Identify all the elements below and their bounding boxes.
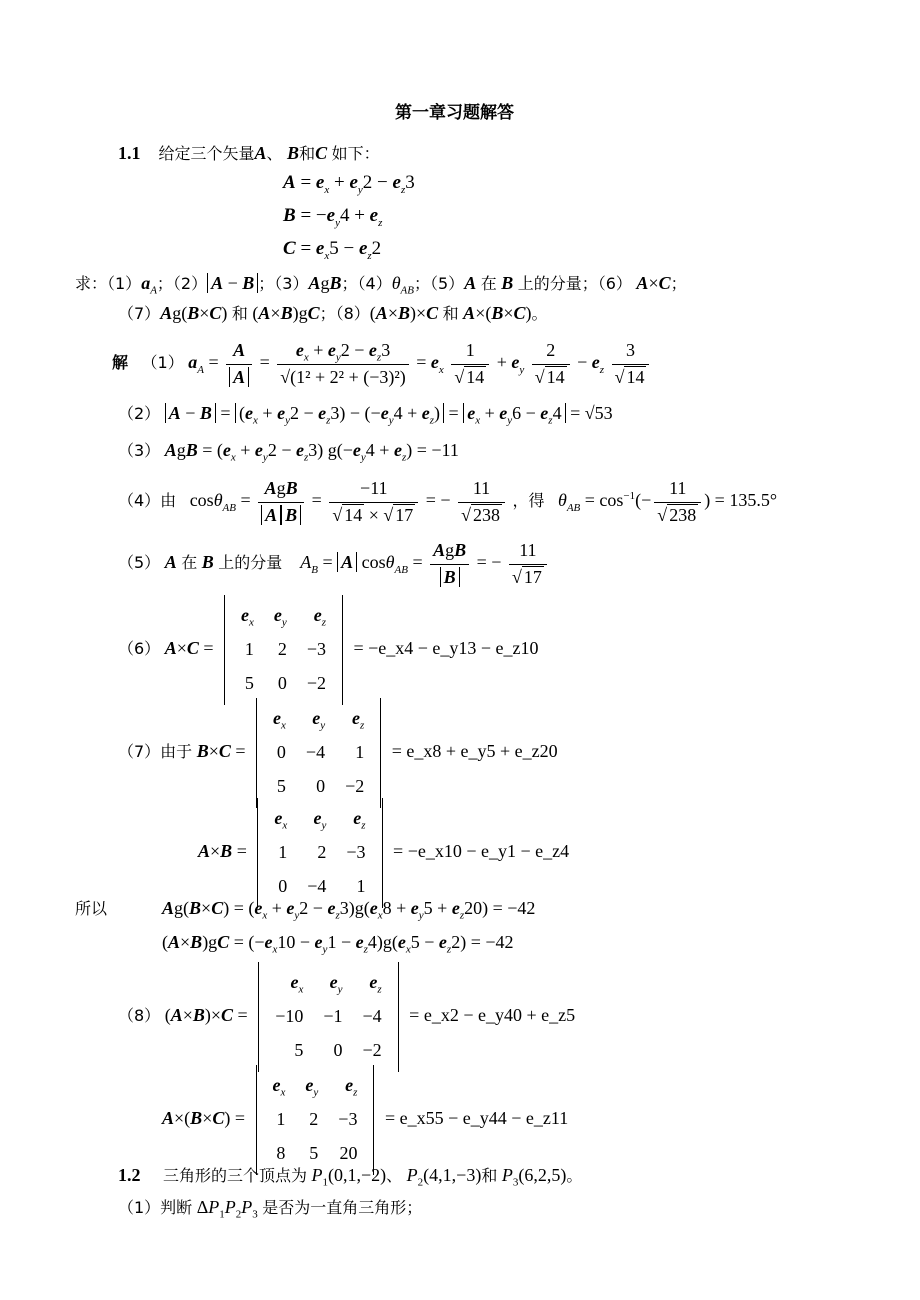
intro-text: 三角形的三个顶点为: [163, 1166, 308, 1185]
solution-7-dot1-expr: $Ag(B\times C) = (e_x + e_y2 - e_z3)g(e_x8 + e_y5 + e_z20) = -42$: [162, 898, 536, 922]
det-cell: 8: [276, 1143, 286, 1164]
step-label: （2）: [118, 404, 161, 423]
solution-8b: A×(B×C) = $e_x$ $e_y$ $e_z$ 1 2 −3 8 5 20 = e_x55 − e_y44 − e_z11: [162, 1065, 568, 1175]
q-text: 求：（1）: [75, 274, 142, 293]
det-cell: $e_z$: [313, 605, 326, 629]
intro-text: 给定三个矢量: [158, 144, 255, 163]
magnitude-expr: √(1² + 2² + (−3)²): [280, 366, 406, 387]
result-value: = −11: [416, 440, 459, 460]
determinant-8a: [258, 962, 398, 1072]
q-text: ，得: [512, 491, 545, 511]
det-cell: 5: [294, 1040, 304, 1061]
result-value: = −e_x10 − e_y1 − e_z4: [393, 841, 570, 862]
sep-text: 、: [266, 144, 283, 163]
det-cell: −4: [307, 876, 327, 897]
q-text: （1）判断: [118, 1198, 193, 1217]
det-cell: −3: [346, 842, 366, 863]
det-cell: 0: [316, 776, 326, 797]
result-value: = e_x55 − e_y44 − e_z11: [384, 1108, 569, 1129]
question-list-line2: （7）Ag(B×C) 和 (A×B)gC；（8）(A×B)×C 和 A×(B×C)。: [118, 303, 548, 323]
solution-7-bxc: （7）由于 B×C = $e_x$ $e_y$ $e_z$ 0 −4 1 5 0 −2 = e_x8 + e_y5 + e_z20: [118, 698, 558, 808]
step-label: （1）: [141, 353, 184, 373]
page-title: 第一章习题解答: [395, 103, 514, 123]
step-label: （7）由于: [118, 742, 193, 762]
step-label: （6）: [118, 639, 161, 659]
det-cell: 2: [277, 639, 287, 660]
det-cell: −2: [362, 1040, 382, 1061]
det-cell: 1: [244, 639, 254, 660]
det-cell: 1: [356, 876, 366, 897]
problem-1-2-statement: 1.2 三角形的三个顶点为 $P_1(0,1,-2)$、 $P_2(4,1,-3)$和 $P_3(6,2,5)$。: [118, 1165, 583, 1189]
step-label: （3）: [118, 441, 161, 460]
det-cell: 1: [278, 842, 288, 863]
solution-7-axb: A×B = $e_x$ $e_y$ $e_z$ 1 2 −3 0 −4 1 = −e_x10 − e_y1 − e_z4: [198, 798, 569, 908]
det-cell: 1: [276, 1109, 286, 1130]
det-cell: 5: [276, 776, 286, 797]
problem-number: 1.2: [118, 1165, 141, 1185]
det-cell: $e_y$: [313, 808, 327, 832]
det-cell: −3: [306, 639, 326, 660]
q-text: 在: [480, 274, 497, 293]
solution-7-dot2-expr: $(A\times B)gC = (-e_x10 - e_y1 - e_z4)g(e_x5 - e_z2) = -42$: [162, 932, 514, 956]
det-cell: $e_z$: [351, 708, 365, 732]
det-cell: $e_y$: [312, 708, 326, 732]
solution-8a: （8） (A×B)×C = $e_x$ $e_y$ $e_z$ −10 −1 −4 5 0 −2 = e_x2 − e_y40 + e_z5: [118, 962, 575, 1072]
det-cell: $e_x$: [290, 972, 304, 996]
det-cell: −4: [362, 1006, 382, 1027]
result-value: √53: [584, 403, 613, 423]
determinant-6: [224, 595, 343, 705]
det-cell: −4: [305, 742, 326, 763]
q-text: 上的分量；（6）: [517, 274, 632, 293]
det-cell: 20: [339, 1143, 358, 1164]
solution-3: （3） AgB = $(e_x + e_y2 - e_z3) g(-e_y4 + e_z) = -11$: [118, 440, 459, 464]
result-value: = −42: [492, 898, 536, 918]
solution-5: （5） A 在 B 上的分量 $A_B = A$ cosθ$_{AB}$ = $\frac{\text{AgB}}{B}$ = − $\frac{11}{√ 17}$: [118, 540, 550, 588]
q-text: 和: [231, 304, 248, 323]
q-text: ；（8）: [319, 304, 370, 323]
result-value: = e_x2 − e_y40 + e_z5: [409, 1005, 576, 1026]
solution-label: 解: [112, 353, 129, 373]
result-value: = e_x8 + e_y5 + e_z20: [391, 741, 558, 762]
det-cell: $e_x$: [272, 1075, 286, 1099]
det-cell: −10: [275, 1006, 304, 1027]
step-label: （8）: [118, 1006, 161, 1026]
q-text: （7）: [118, 304, 161, 323]
determinant-7: [256, 698, 381, 808]
det-cell: $e_x$: [241, 605, 254, 629]
det-cell: 0: [277, 673, 287, 694]
sep-text: 、: [386, 1166, 403, 1185]
det-cell: 0: [276, 742, 286, 763]
det-cell: $e_z$: [369, 972, 382, 996]
det-cell: −2: [345, 776, 365, 797]
det-cell: 5: [309, 1143, 319, 1164]
det-cell: −3: [338, 1109, 358, 1130]
q-text: ；（3）: [258, 274, 309, 293]
q-text: ；: [670, 274, 687, 293]
solution-4: （4）由 cosθ$_{AB}$ = $\frac{\text{AgB}}{\text{A B}}$ = $\frac{-11}{√ 14 \times √ 17}$ = − $\frac{11}{√ 238}$ ，得 $\theta_{AB} = \cos^{-1}(-$ $\frac{11}{√ 238}$ ) = 135.5°: [118, 478, 778, 525]
det-cell: $e_y$: [329, 972, 343, 996]
det-cell: 2: [317, 842, 327, 863]
vector-B-def: $B = -e_y4 + e_z$: [283, 205, 383, 229]
det-cell: $e_x$: [273, 708, 286, 732]
det-cell: $e_z$: [353, 808, 366, 832]
solution-2: （2） $A - B = (e_x + e_y2 - e_z3) - (-e_y4 + e_z) = e_x + e_y6 - e_z4 = √53$: [118, 403, 613, 427]
sep-text: 和: [481, 1166, 498, 1185]
q-text: ；（5）: [414, 274, 465, 293]
det-cell: 0: [278, 876, 288, 897]
question-list-line1: 求：$(1)a_A$；（2） A − B ；（3）AgB；$(4)\theta_{AB}$；（5）A 在 B 上的分量；（6） A×C；: [75, 273, 687, 297]
det-cell: $e_x$: [274, 808, 288, 832]
sep-text: 。: [566, 1166, 583, 1185]
q-text: 是否为一直角三角形；: [262, 1198, 423, 1217]
conclusion-label: 所以: [75, 899, 108, 918]
solution-7-dot1: [75, 898, 107, 920]
q-text: ；（4）: [341, 274, 392, 293]
result-value: 135.5°: [729, 490, 778, 511]
det-cell: 1: [355, 742, 365, 763]
q-text: ；（2）: [156, 274, 208, 293]
sep-text: 和: [299, 144, 316, 163]
step-label: （4）由: [118, 491, 177, 511]
det-cell: 2: [309, 1109, 319, 1130]
det-cell: $e_y$: [273, 605, 287, 629]
result-value: = −42: [470, 932, 514, 952]
solution-6: （6） A×C = $e_x$ $e_y$ $e_z$ 1 2 −3 5 0 −2 = −e_x4 − e_y13 − e_z10: [118, 595, 539, 705]
det-cell: $e_y$: [305, 1075, 319, 1099]
det-cell: 0: [333, 1040, 343, 1061]
q-text: 和: [442, 304, 459, 323]
problem-1-2-q1: （1）判断 $\Delta P_1P_2P_3$ 是否为一直角三角形；: [118, 1197, 423, 1221]
result-value: = −e_x4 − e_y13 − e_z10: [353, 638, 539, 659]
problem-1-1-statement: 1.1 给定三个矢量A、 B和C 如下：: [118, 143, 380, 163]
vector-C-def: $C = e_x5 - e_z2$: [283, 238, 382, 262]
det-cell: −2: [306, 673, 326, 694]
det-cell: −1: [323, 1006, 343, 1027]
problem-number: 1.1: [118, 143, 141, 163]
determinant-8b: [256, 1065, 375, 1175]
solution-1: 解 （1） $a_A$ = $\frac{A}{A}$ = $\frac{e_x + e_y2 - e_z3}{\text{√(1² + 2² + (−3)²)}}$ = $e_x$ $\frac{1}{√ 14}$ + $e_y$ $\frac{2}{√ 14}$ − $e_z$ $\frac{3}{√ 14}$: [112, 340, 652, 388]
det-cell: $e_z$: [345, 1075, 358, 1099]
determinant-ab: [257, 798, 382, 908]
q-text: 上的分量: [218, 553, 283, 573]
step-label: （5）: [118, 553, 161, 573]
q-text: 。: [531, 304, 548, 323]
suffix-text: 如下：: [331, 144, 380, 163]
q-text: 在: [181, 553, 198, 573]
vector-A-def: $A = e_x + e_y2 - e_z3$: [283, 172, 415, 196]
det-cell: 5: [244, 673, 254, 694]
